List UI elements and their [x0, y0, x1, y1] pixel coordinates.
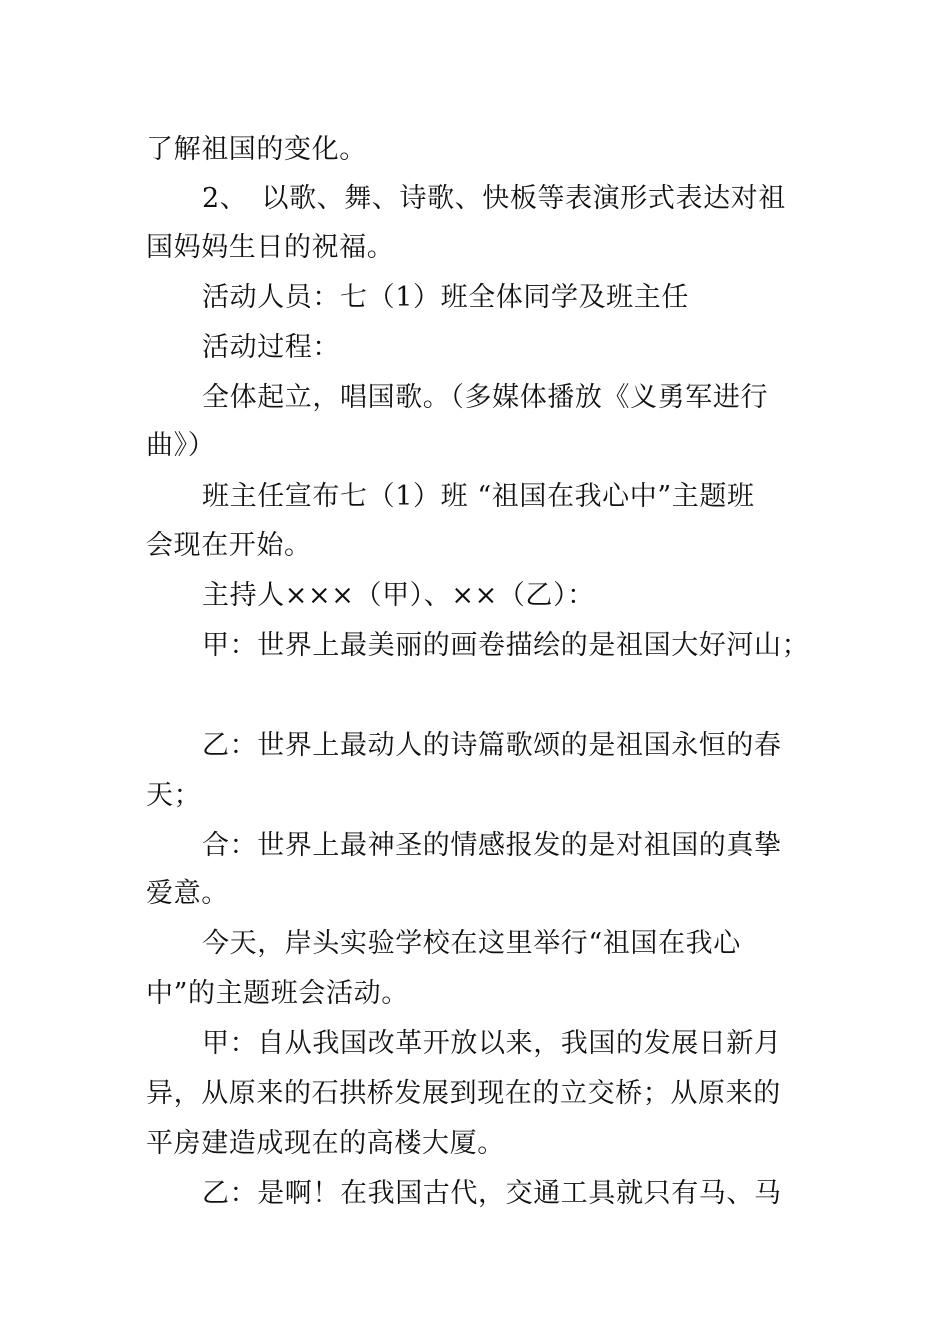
- text-line: 平房建造成现在的高楼大厦。: [146, 1128, 505, 1159]
- text-line: 主持人×××（甲）、××（乙）：: [202, 580, 595, 611]
- text-line: 会现在开始。: [146, 530, 312, 561]
- text-line: 今天，岸头实验学校在这里举行“祖国在我心: [202, 928, 741, 959]
- text-line: 活动过程：: [202, 332, 340, 363]
- text-line: 中”的主题班会活动。: [146, 978, 409, 1009]
- text-line: 甲：世界上最美丽的画卷描绘的是祖国大好河山；: [202, 630, 810, 661]
- text-line: 天；: [146, 780, 202, 811]
- text-line: 异，从原来的石拱桥发展到现在的立交桥；从原来的: [146, 1078, 781, 1109]
- text-line: 全体起立，唱国歌。（多媒体播放《义勇军进行: [202, 382, 769, 413]
- text-line: 班主任宣布七（1）班 “祖国在我心中”主题班: [202, 481, 755, 512]
- text-line: 国妈妈生日的祝福。: [146, 232, 395, 263]
- text-line: 甲：自从我国改革开放以来，我国的发展日新月: [202, 1028, 782, 1059]
- text-line: 曲》）: [146, 430, 216, 461]
- text-line: 乙：世界上最动人的诗篇歌颂的是祖国永恒的春: [202, 730, 782, 761]
- text-line: 2、 以歌、舞、诗歌、快板等表演形式表达对祖: [202, 183, 786, 214]
- text-line: 活动人员：七（1）班全体同学及班主任: [202, 282, 689, 313]
- text-line: 合：世界上最神圣的情感报发的是对祖国的真挚: [202, 830, 782, 861]
- text-line: 了解祖国的变化。: [146, 134, 367, 165]
- text-line: 爱意。: [146, 878, 229, 909]
- text-line: 乙：是啊！在我国古代，交通工具就只有马、马: [202, 1178, 782, 1209]
